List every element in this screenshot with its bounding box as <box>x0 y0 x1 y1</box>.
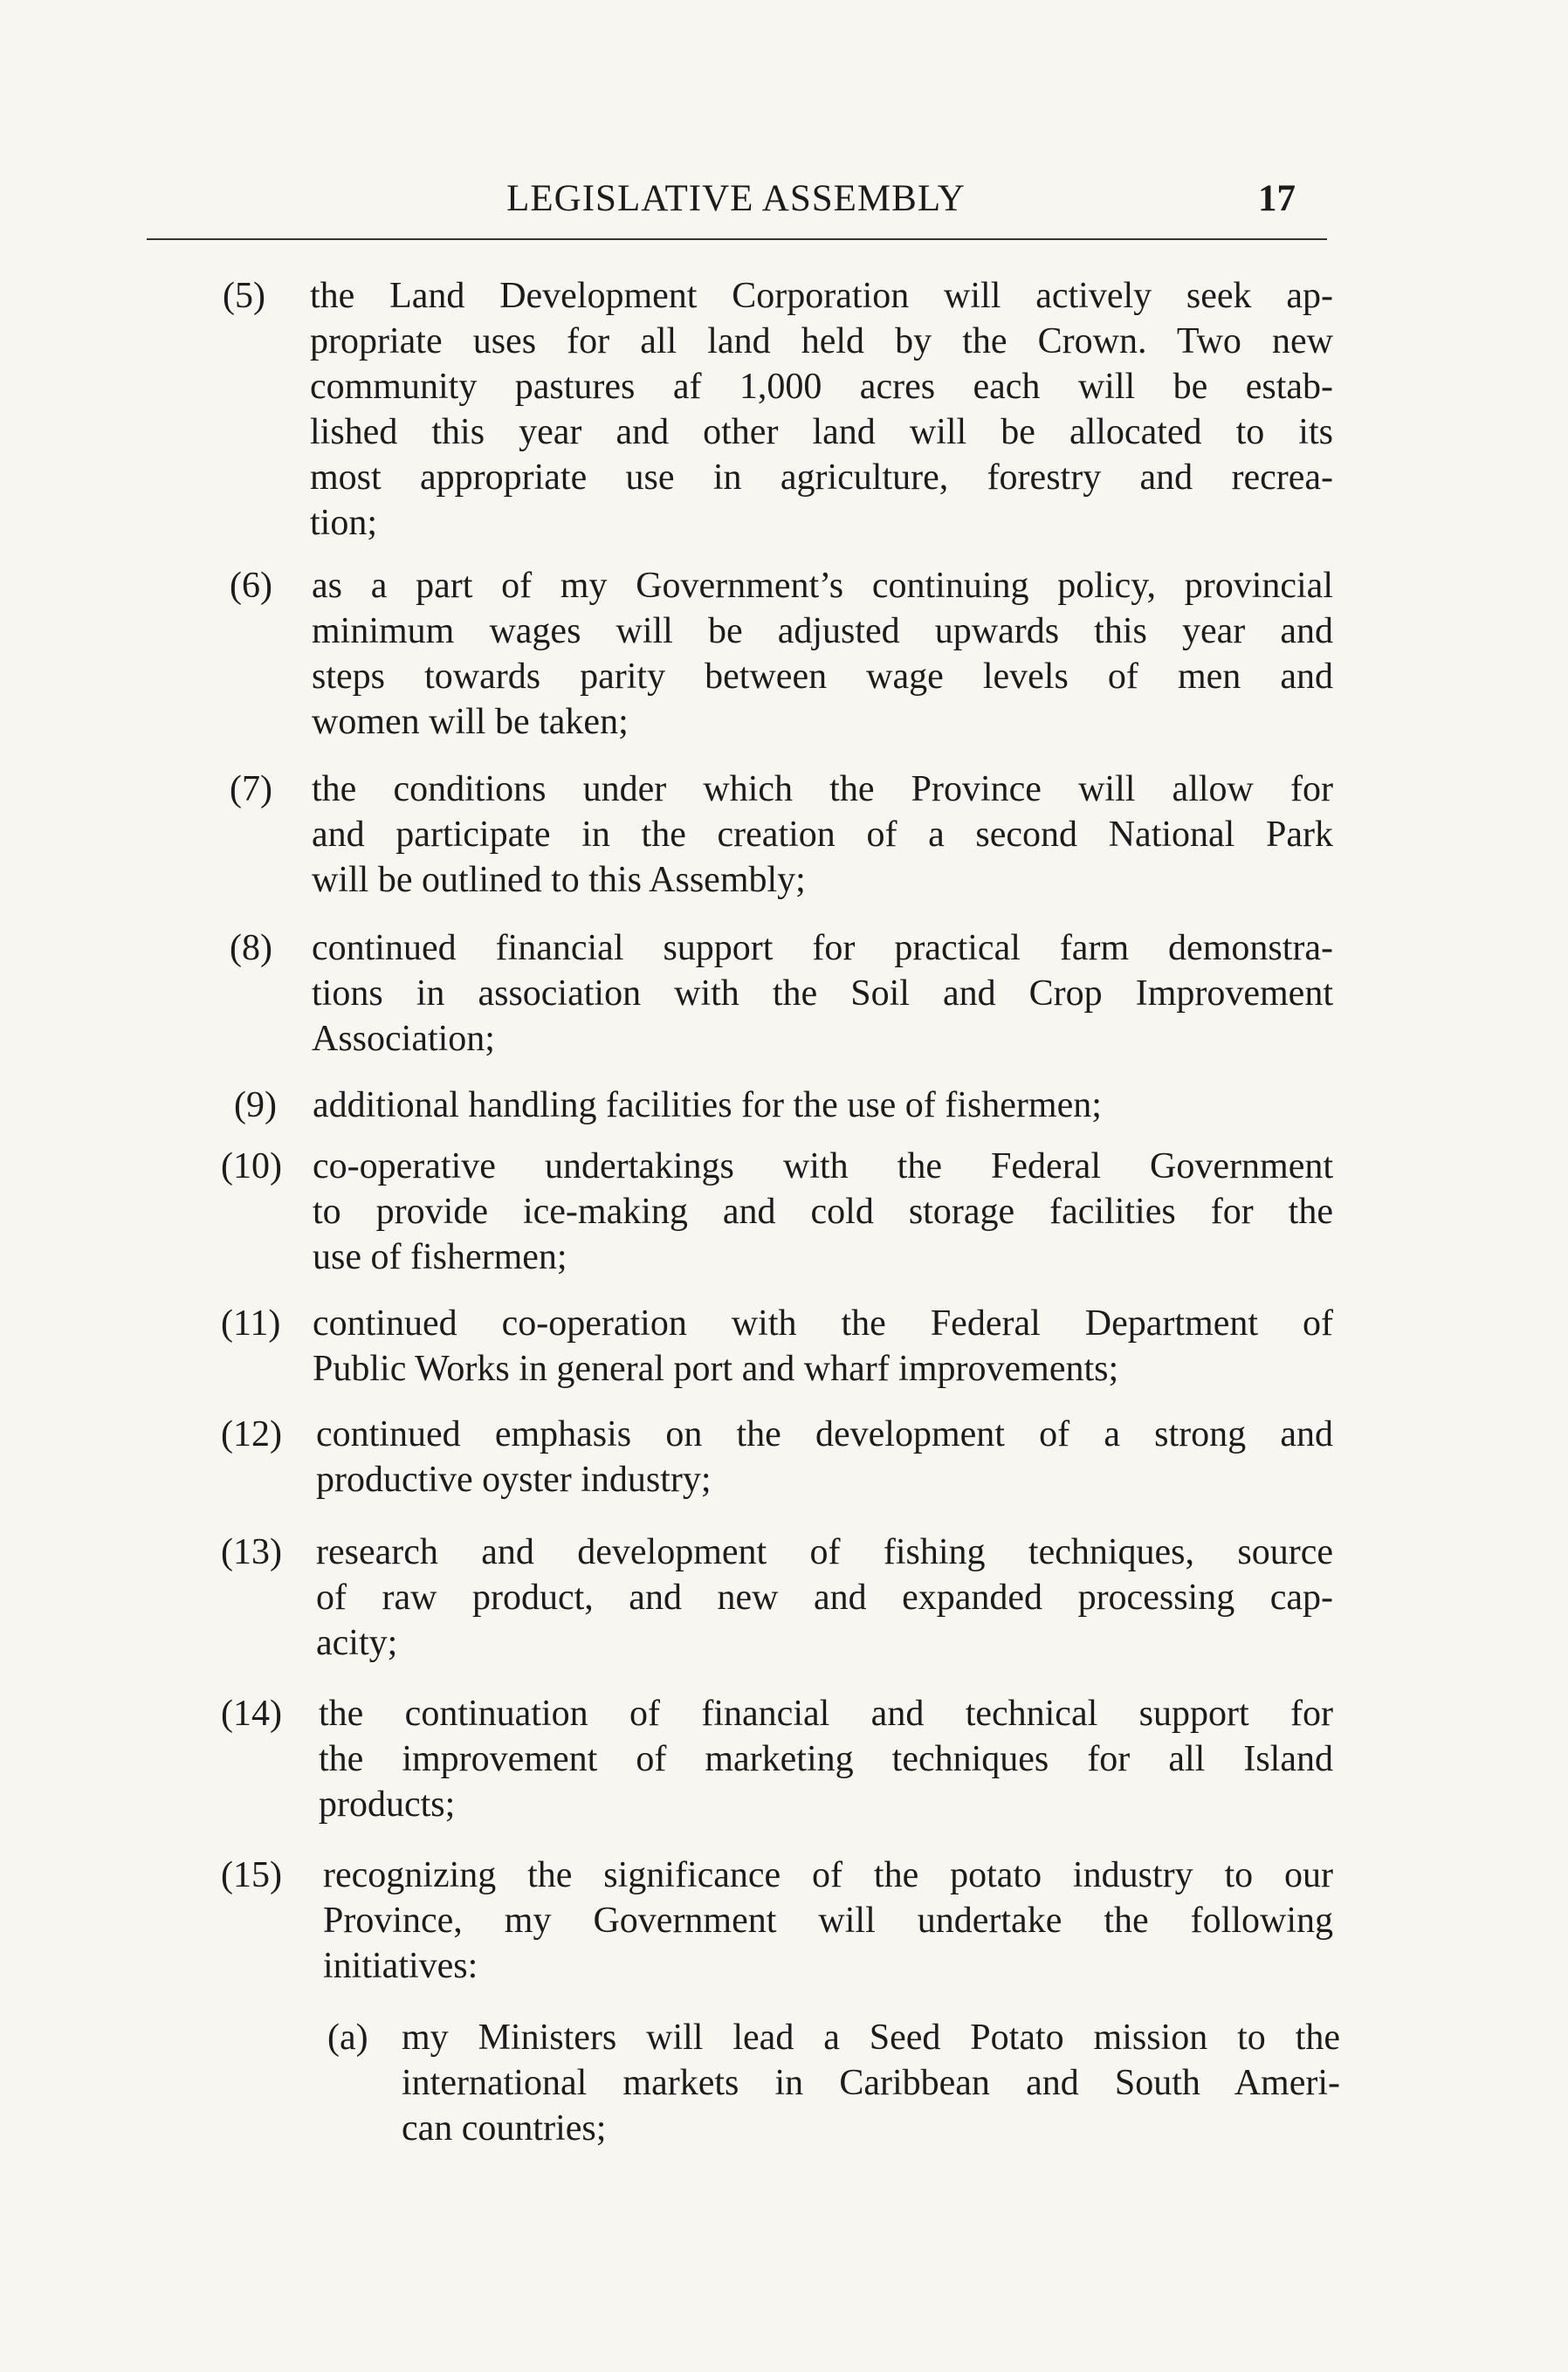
list-item <box>0 563 1568 745</box>
text-line: productive oyster industry; <box>316 1460 712 1500</box>
text-line: the conditions under which the Province will allow for <box>312 769 1333 809</box>
text-line: women will be taken; <box>312 702 629 742</box>
text-line: of raw product, and new and expanded processing cap- <box>316 1578 1333 1618</box>
list-item <box>0 1691 1568 1827</box>
text-line: the continuation of financial and technical support for <box>319 1694 1333 1734</box>
item-text <box>312 925 1333 1062</box>
text-line: products; <box>319 1784 456 1825</box>
item-number: (10) <box>221 1146 282 1186</box>
item-number: (7) <box>230 769 272 809</box>
text-line: Province, my Government will undertake the following <box>323 1901 1333 1941</box>
item-number: (12) <box>221 1414 282 1454</box>
text-line: tions in association with the Soil and Crop Improvement <box>312 973 1333 1014</box>
item-number: (13) <box>221 1532 282 1572</box>
item-number: (a) <box>327 2018 368 2058</box>
text-line: community pastures af 1,000 acres each will be estab- <box>310 367 1333 407</box>
item-number: (15) <box>221 1855 282 1895</box>
list-item <box>0 925 1568 1062</box>
page-header <box>147 173 1325 225</box>
item-text <box>313 1301 1333 1392</box>
text-line: continued emphasis on the development of a strong and <box>316 1414 1333 1454</box>
text-line: recognizing the significance of the potato industry to our <box>323 1855 1333 1895</box>
text-line: tion; <box>310 503 378 543</box>
text-line: and participate in the creation of a second National Park <box>312 815 1333 855</box>
text-line: Association; <box>312 1019 495 1059</box>
item-number: (14) <box>221 1694 282 1734</box>
text-line: most appropriate use in agriculture, forestry and recrea- <box>310 457 1333 498</box>
text-line: use of fishermen; <box>313 1237 567 1277</box>
item-text <box>312 563 1333 745</box>
text-line: the Land Development Corporation will actively seek ap- <box>310 276 1333 316</box>
text-line: co-operative undertakings with the Federal Government <box>313 1146 1333 1186</box>
list-item <box>0 767 1568 903</box>
text-line: as a part of my Government’s continuing policy, provincial <box>312 566 1333 606</box>
item-text <box>402 2015 1340 2151</box>
list-item <box>0 2015 1568 2151</box>
item-text <box>323 1853 1333 1989</box>
item-text <box>310 273 1333 546</box>
item-number: (8) <box>230 928 272 968</box>
text-line: propriate uses for all land held by the Crown. Two new <box>310 321 1333 361</box>
text-line: lished this year and other land will be allocated to its <box>310 412 1333 452</box>
text-line: minimum wages will be adjusted upwards this year and <box>312 611 1333 651</box>
text-line: initiatives: <box>323 1946 478 1986</box>
text-line: Public Works in general port and wharf improvements; <box>313 1349 1119 1389</box>
item-number: (11) <box>221 1303 281 1344</box>
list-item <box>0 1530 1568 1666</box>
list-item <box>0 1083 1568 1128</box>
text-line: international markets in Caribbean and South Ameri- <box>402 2063 1340 2103</box>
item-number: (6) <box>230 566 272 606</box>
text-line: to provide ice-making and cold storage facilities for the <box>313 1192 1333 1232</box>
text-line: will be outlined to this Assembly; <box>312 860 806 900</box>
item-text <box>312 767 1333 903</box>
item-number: (5) <box>223 276 265 316</box>
item-text <box>313 1144 1333 1280</box>
page-number: 17 <box>1258 178 1296 219</box>
text-line: my Ministers will lead a Seed Potato mission to the <box>402 2018 1340 2058</box>
text-line: continued financial support for practical farm demonstra- <box>312 928 1333 968</box>
list-item <box>0 1853 1568 1989</box>
text-line: continued co-operation with the Federal Department of <box>313 1303 1333 1344</box>
header-rule <box>147 238 1327 240</box>
list-item <box>0 273 1568 546</box>
text-line: acity; <box>316 1623 398 1663</box>
running-title: LEGISLATIVE ASSEMBLY <box>506 178 966 219</box>
item-text <box>316 1530 1333 1666</box>
list-item <box>0 1144 1568 1280</box>
text-line: research and development of fishing techniques, source <box>316 1532 1333 1572</box>
text-line: steps towards parity between wage levels of men and <box>312 657 1333 697</box>
item-text <box>316 1412 1333 1502</box>
item-text <box>313 1083 1333 1128</box>
text-line: additional handling facilities for the use of fishermen; <box>313 1085 1102 1125</box>
list-item <box>0 1301 1568 1392</box>
list-item <box>0 1412 1568 1502</box>
text-line: the improvement of marketing techniques for all Island <box>319 1739 1333 1779</box>
item-text <box>319 1691 1333 1827</box>
item-number: (9) <box>234 1085 277 1125</box>
text-line: can countries; <box>402 2108 607 2149</box>
